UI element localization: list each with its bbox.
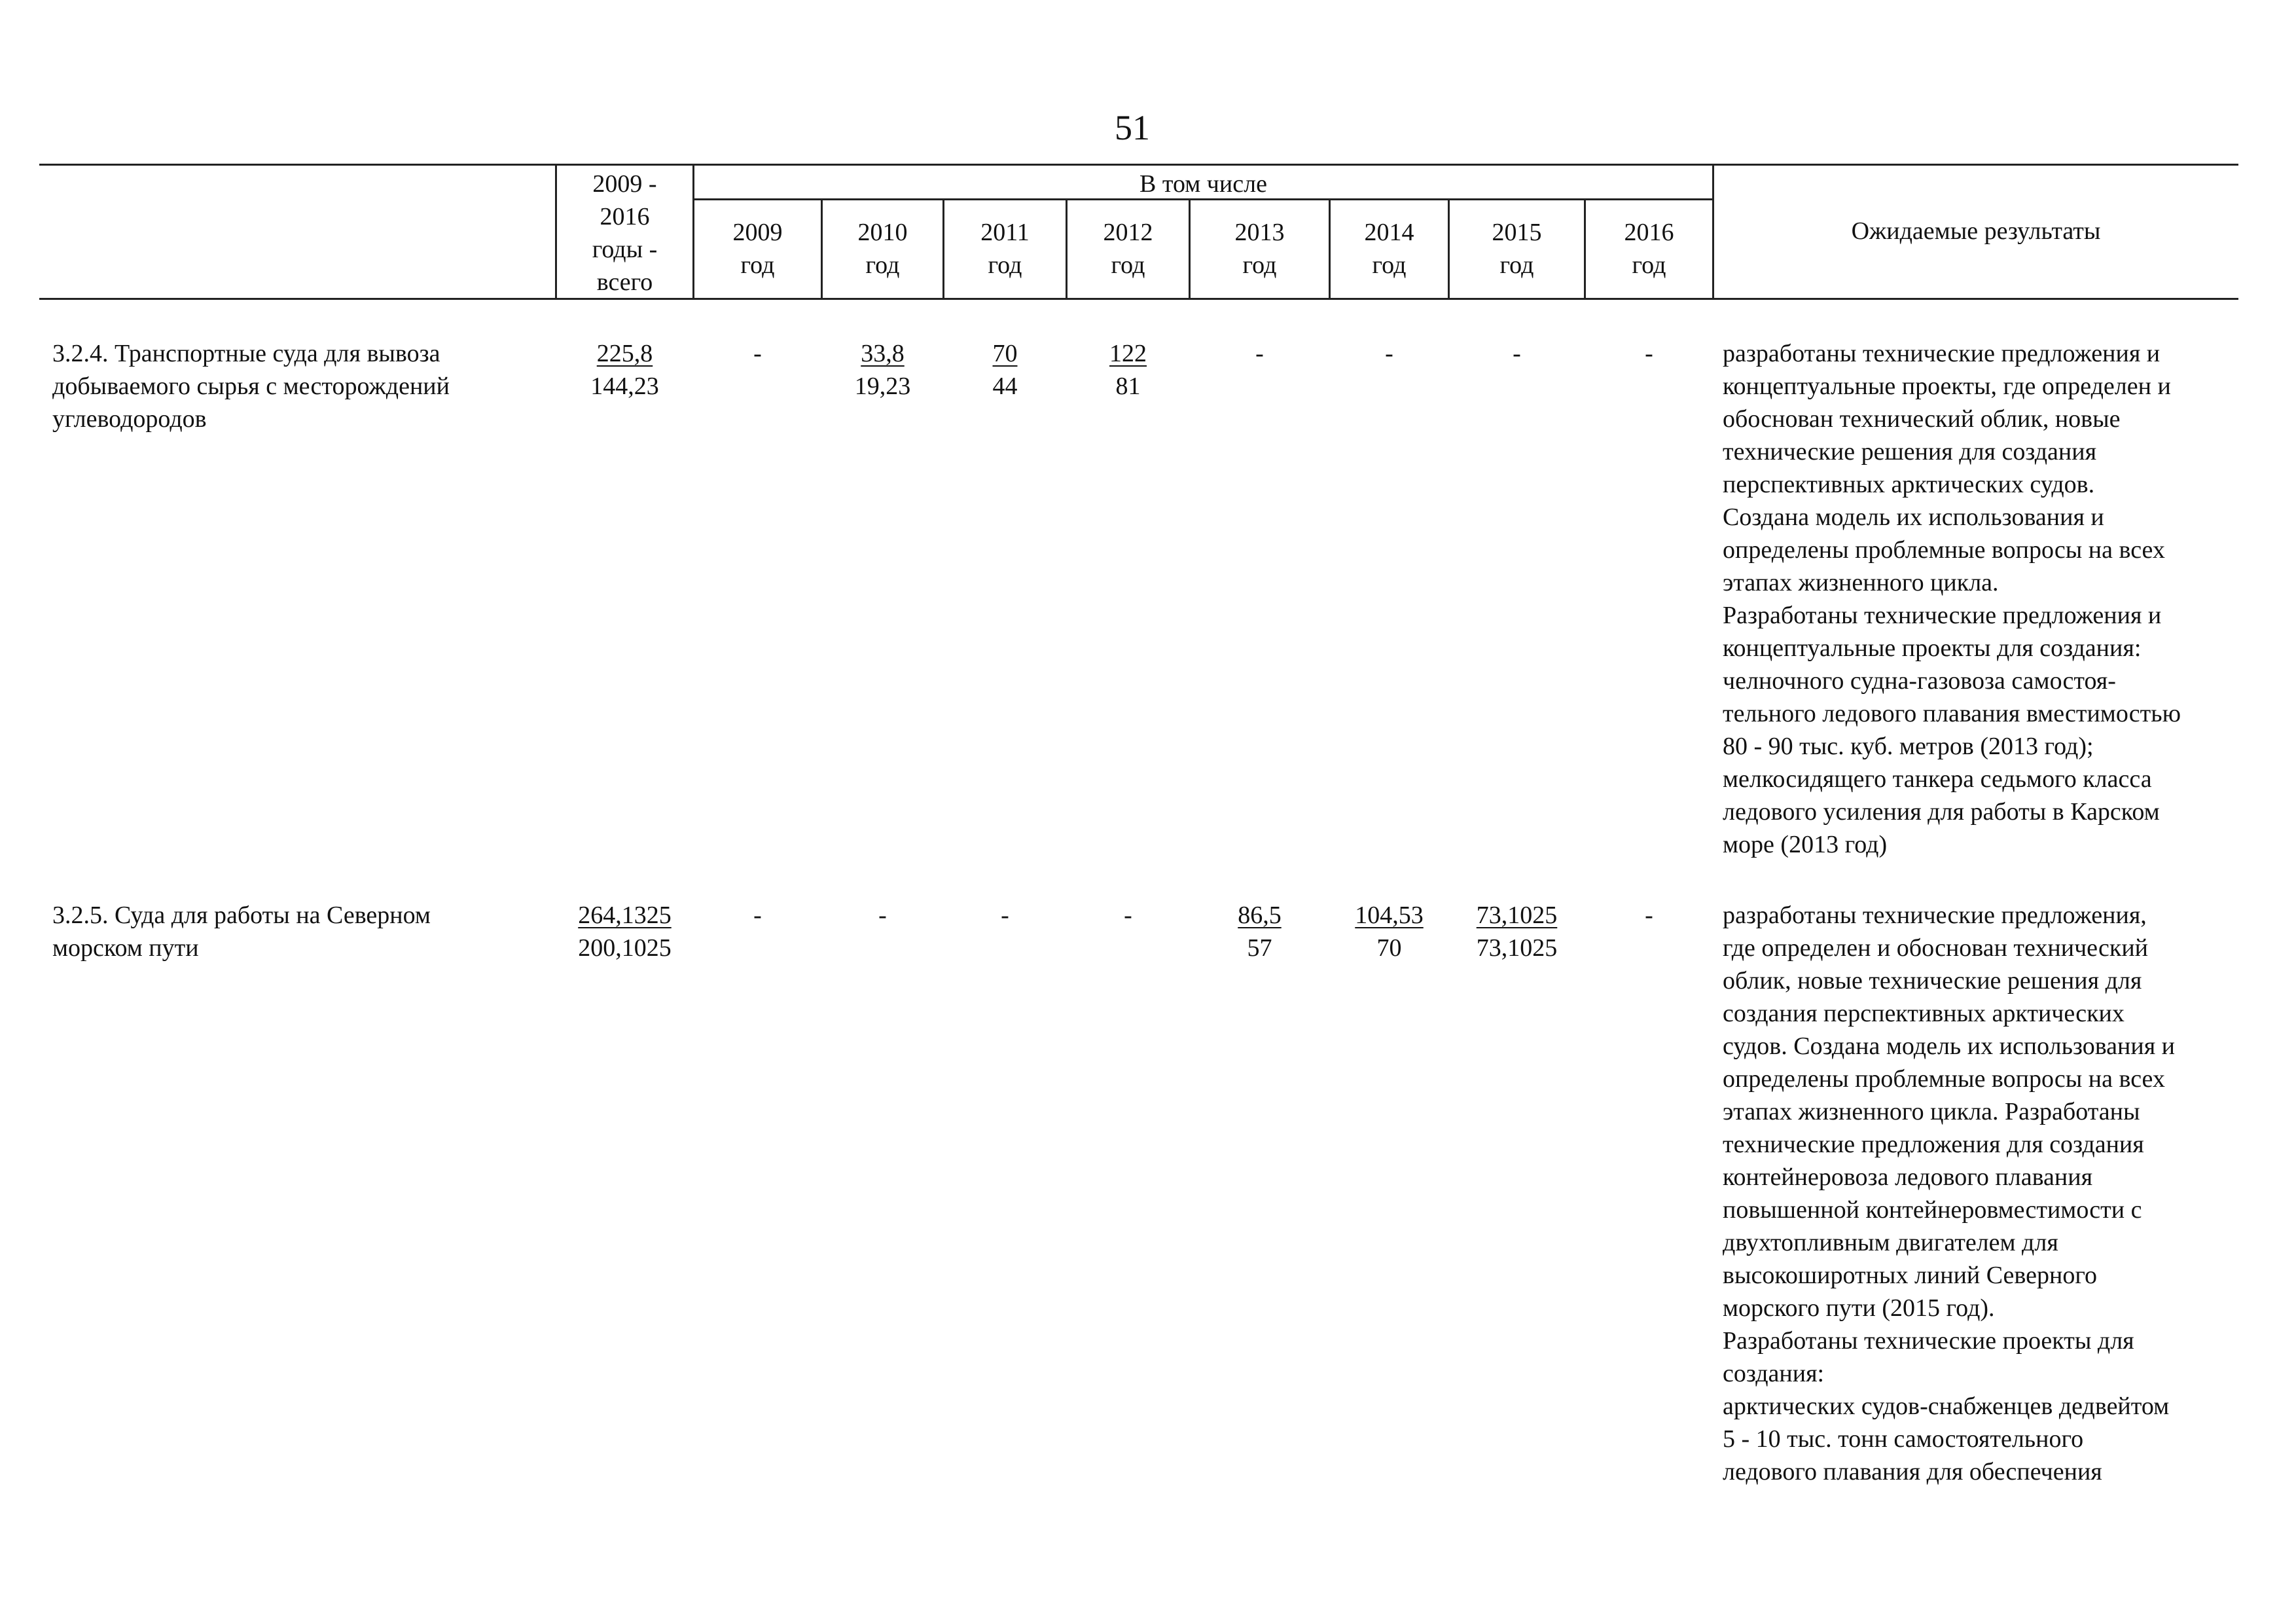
row-3-2-4-2009: -: [753, 340, 762, 367]
row-3-2-5-2014: 104,53 70: [1355, 902, 1424, 962]
header-results-label: Ожидаемые результаты: [1851, 217, 2101, 245]
page-number: 51: [1115, 108, 1150, 147]
row-3-2-5-2016: -: [1645, 902, 1653, 929]
header-year-2011: 2011 год: [980, 219, 1030, 279]
row-3-2-5-name: 3.2.5. Суда для работы на Северном морском пути: [52, 902, 431, 962]
row-3-2-4-2012: 122 81: [1109, 340, 1147, 400]
header-including-label: В том числе: [1139, 170, 1267, 198]
header-year-2014: 2014 год: [1364, 219, 1414, 279]
row-3-2-4-total: 225,8 144,23: [590, 340, 659, 400]
header-year-2015: 2015 год: [1492, 219, 1542, 279]
row-3-2-4-2010: 33,8 19,23: [854, 340, 911, 400]
header-year-2016: 2016 год: [1624, 219, 1674, 279]
row-3-2-5-2013: 86,5 57: [1238, 902, 1282, 962]
row-3-2-4-name: 3.2.4. Транспортные суда для вывоза добываемого сырья с месторождений углеводородов: [52, 340, 450, 433]
row-3-2-4-2016: -: [1645, 340, 1653, 367]
row-3-2-4-2011: 70 44: [992, 340, 1018, 400]
row-3-2-5-2015: 73,1025 73,1025: [1476, 902, 1558, 962]
table-top-rule: [39, 164, 2238, 166]
row-3-2-5-2011: -: [1001, 902, 1009, 929]
row-3-2-5-2012: -: [1124, 902, 1132, 929]
row-3-2-5-results: разработаны технические предложения, где определен и обоснован технический облик, новые технические решения для создания перспективных арктических судов. Создана модель их использования и определены проблемные вопросы на всех этапах жизненного цикла. Разработаны технические предложения для создания контейнеровоза ледового плавания повышенной контейнеровместимости с двухтопливным двигателем для высокоширотных линий Северного морского пути (2015 год). Разработаны технические проекты для создания: арктических судов-снабженцев дедвейтом 5 - 10 тыс. тонн самостоятельного ледового плавания для обеспечения: [1723, 902, 2176, 1486]
row-3-2-4-2015: -: [1513, 340, 1521, 367]
row-3-2-5-2009: -: [753, 902, 762, 929]
header-year-2012: 2012 год: [1103, 219, 1153, 279]
header-year-2010: 2010 год: [857, 219, 908, 279]
header-total-label: 2009 - 2016 годы - всего: [592, 170, 658, 296]
row-3-2-5-total: 264,1325 200,1025: [578, 902, 672, 962]
header-bottom-rule: [39, 298, 2238, 300]
header-year-2009: 2009 год: [732, 219, 783, 279]
header-year-2013: 2013 год: [1234, 219, 1285, 279]
row-3-2-4-results: разработаны технические предложения и концептуальные проекты, где определен и обоснован технический облик, новые технические решения для создания перспективных арктических судов. Создана модель их использования и определены проблемные вопросы на всех этапах жизненного цикла. Разработаны технические предложения и концептуальные проекты для создания: челночного судна-газовоза самостоя- тельного ледового плавания вместимостью 80 - 90 тыс. куб. метров (2013 год); мелкосидящего танкера седьмого класса ледового усиления для работы в Карском море (2013 год): [1723, 340, 2181, 858]
row-3-2-5-2010: -: [878, 902, 887, 929]
row-3-2-4-2014: -: [1385, 340, 1393, 367]
row-3-2-4-2013: -: [1255, 340, 1264, 367]
